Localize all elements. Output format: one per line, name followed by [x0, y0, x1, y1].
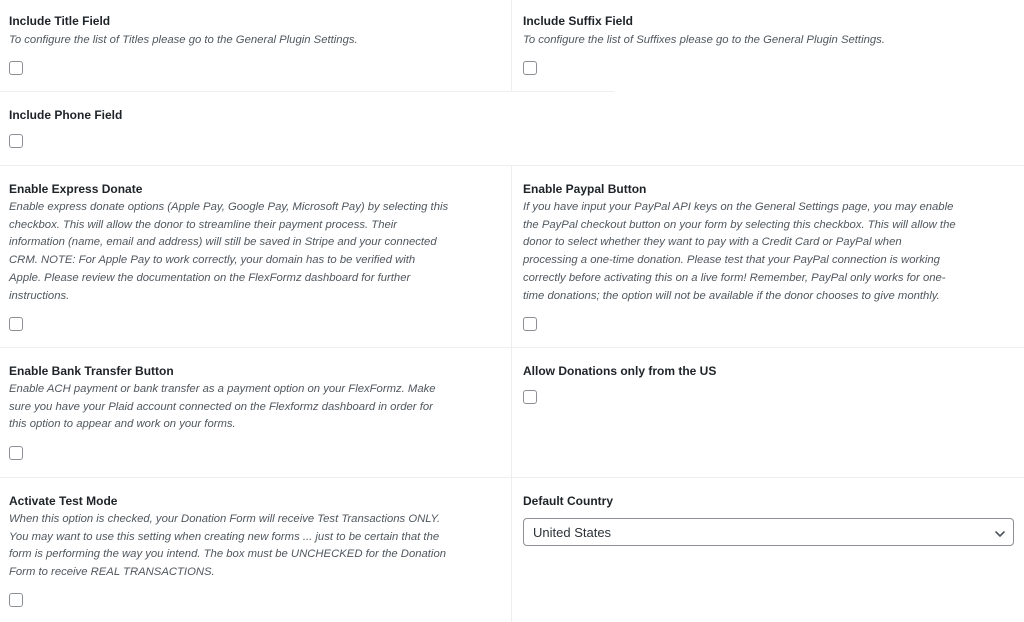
description-line: processing a one-time donation. Please test that your PayPal connection is working — [523, 254, 940, 267]
include-phone-checkbox[interactable] — [9, 134, 23, 148]
description-line: correctly before activating this on a live form! Remember, PayPal only works for one- — [523, 271, 946, 284]
bank-transfer-checkbox[interactable] — [9, 446, 23, 460]
setting-title: Allow Donations only from the US — [523, 364, 717, 378]
description-line: time donations; the option will not be available if the donor chooses to give monthly. — [523, 289, 940, 302]
selected-country: United States — [533, 525, 612, 540]
description-line: CRM. NOTE: For Apple Pay to work correctly, your domain has to be verified with — [9, 254, 416, 267]
divider — [0, 347, 1024, 348]
us-only-checkbox[interactable] — [523, 390, 537, 404]
description-line: Apple. Please review the documentation on the FlexFormz dashboard for further — [9, 271, 411, 284]
description-line: the PayPal checkout button on your form by selecting this checkbox. This will allow the — [523, 218, 956, 231]
divider — [511, 166, 512, 622]
setting-description: To configure the list of Titles please go to the General Plugin Settings. — [9, 34, 358, 46]
divider — [511, 0, 512, 91]
description-line: information (name, email and address) will still be saved in Stripe and your connected — [9, 236, 437, 249]
description-line: donor to select whether they want to pay with a Credit Card or PayPal when — [523, 236, 902, 249]
setting-description — [9, 199, 448, 305]
setting-description — [9, 511, 446, 582]
description-line: instructions. — [9, 289, 70, 302]
description-line: When this option is checked, your Donation Form will receive Test Transactions ONLY. — [9, 513, 441, 525]
chevron-down-icon — [995, 526, 1005, 536]
setting-description — [523, 199, 956, 305]
description-line: If you have input your PayPal API keys on the General Settings page, you may enable — [523, 201, 954, 213]
divider — [0, 91, 614, 92]
setting-title: Enable Bank Transfer Button — [9, 364, 174, 378]
default-country-select[interactable] — [523, 518, 1014, 546]
description-line: this option to appear and work on your forms. — [9, 418, 236, 431]
description-line: Form to receive REAL TRANSACTIONS. — [9, 566, 215, 579]
description-line: checkbox. This will allow the donor to streamline their payment process. Their — [9, 218, 398, 231]
test-mode-checkbox[interactable] — [9, 593, 23, 607]
express-donate-checkbox[interactable] — [9, 317, 23, 331]
setting-title: Include Phone Field — [9, 108, 123, 122]
divider — [0, 165, 1024, 166]
setting-title: Activate Test Mode — [9, 494, 118, 508]
include-title-checkbox[interactable] — [9, 61, 23, 75]
setting-title: Include Title Field — [9, 14, 111, 28]
setting-title: Enable Paypal Button — [523, 182, 647, 196]
setting-title: Include Suffix Field — [523, 14, 634, 28]
description-line: sure you have your Plaid account connected on the Flexformz dashboard in order for — [9, 400, 433, 413]
divider — [0, 477, 1024, 478]
description-line: Enable ACH payment or bank transfer as a payment option on your FlexFormz. Make — [9, 383, 436, 395]
description-line: Enable express donate options (Apple Pay, Google Pay, Microsoft Pay) by selecting this — [9, 201, 449, 213]
description-line: You may want to use this setting when creating new forms ... just to be certain that the — [9, 530, 440, 543]
setting-title: Enable Express Donate — [9, 182, 143, 196]
setting-description: To configure the list of Suffixes please go to the General Plugin Settings. — [523, 34, 885, 46]
default-country-label: Default Country — [523, 494, 613, 508]
include-suffix-checkbox[interactable] — [523, 61, 537, 75]
setting-description — [9, 381, 436, 434]
paypal-button-checkbox[interactable] — [523, 317, 537, 331]
description-line: form is performing the way you intend. The box must be UNCHECKED for the Donation — [9, 548, 447, 561]
